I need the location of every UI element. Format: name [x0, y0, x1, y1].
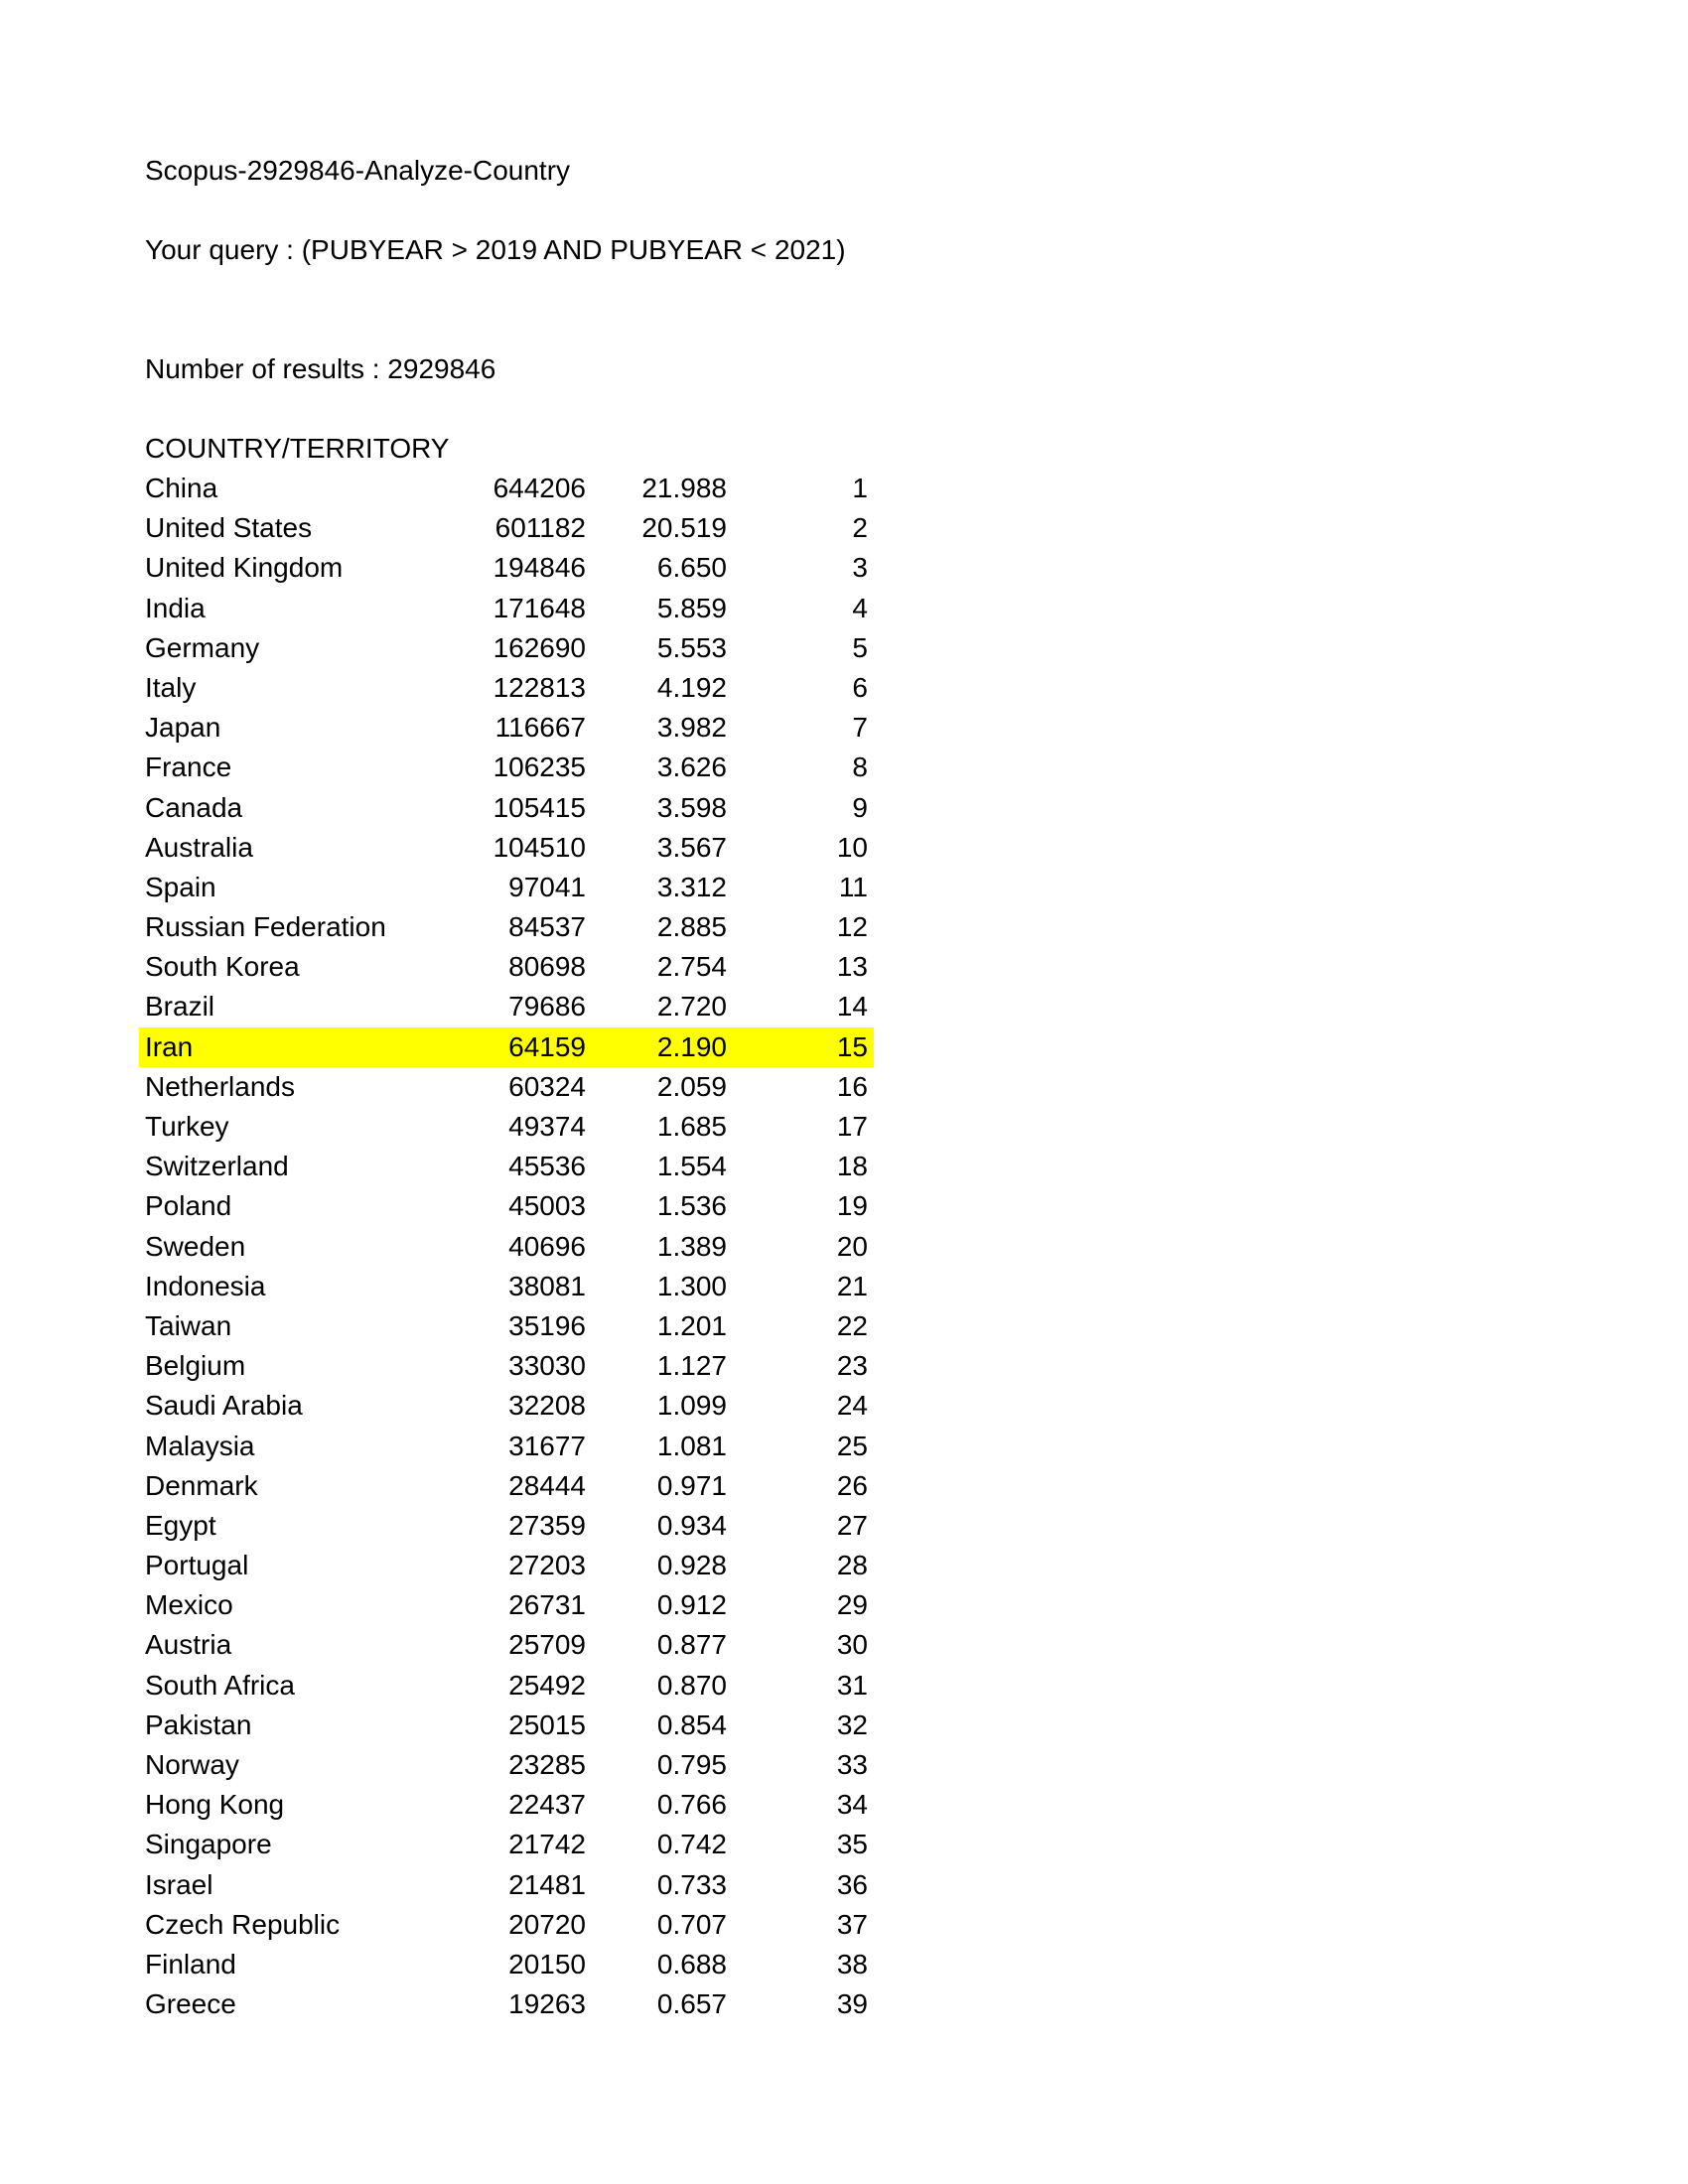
percent-cell: 0.795: [656, 1749, 727, 1780]
percent-cell: 0.912: [656, 1589, 727, 1621]
country-cell: Canada: [145, 791, 243, 823]
country-cell: Switzerland: [145, 1151, 289, 1182]
count-cell: 194846: [492, 552, 586, 584]
count-cell: 22437: [508, 1789, 586, 1821]
country-cell: Singapore: [145, 1829, 272, 1860]
table-row: [139, 1865, 874, 1905]
country-cell: Spain: [145, 871, 216, 902]
rank-cell: 22: [836, 1309, 868, 1341]
table-row: [139, 1625, 874, 1665]
rank-cell: 4: [852, 592, 868, 623]
rank-cell: 30: [836, 1629, 868, 1661]
table-row: [139, 1546, 874, 1585]
rank-cell: 33: [836, 1749, 868, 1780]
rank-cell: 3: [852, 552, 868, 584]
table-row: [139, 1107, 874, 1147]
table-row: [139, 469, 874, 508]
table-row: [139, 1147, 874, 1186]
percent-cell: 5.859: [656, 592, 727, 623]
percent-cell: 0.766: [656, 1789, 727, 1821]
rank-cell: 13: [836, 951, 868, 983]
country-cell: South Africa: [145, 1669, 295, 1701]
percent-cell: 1.081: [656, 1430, 727, 1461]
percent-cell: 3.982: [656, 712, 727, 744]
percent-cell: 2.885: [656, 911, 727, 943]
table-row: [139, 548, 874, 588]
rank-cell: 29: [836, 1589, 868, 1621]
table-row: [139, 1427, 874, 1466]
percent-cell: 1.201: [656, 1309, 727, 1341]
percent-cell: 1.685: [656, 1111, 727, 1142]
table-row: [139, 1186, 874, 1226]
percent-cell: 1.389: [656, 1230, 727, 1262]
rank-cell: 39: [836, 1988, 868, 2020]
count-cell: 644206: [492, 473, 586, 503]
count-cell: 122813: [492, 671, 586, 703]
country-cell: Japan: [145, 712, 221, 744]
percent-cell: 3.312: [656, 871, 727, 902]
country-cell: Saudi Arabia: [145, 1390, 303, 1422]
count-cell: 84537: [508, 911, 586, 943]
country-cell: United Kingdom: [145, 552, 344, 584]
rank-cell: 12: [836, 911, 868, 943]
country-cell: Portugal: [145, 1550, 249, 1581]
country-cell: Belgium: [145, 1350, 246, 1382]
table-row: [139, 788, 874, 828]
rank-cell: 2: [852, 512, 868, 544]
document-title: Scopus-2929846-Analyze-Country: [145, 155, 571, 186]
table-row: [139, 1386, 874, 1426]
percent-cell: 1.127: [656, 1350, 727, 1382]
percent-cell: 20.519: [641, 512, 727, 544]
count-cell: 60324: [508, 1070, 586, 1102]
country-cell: South Korea: [145, 951, 300, 983]
count-cell: 20720: [508, 1908, 586, 1940]
table-row: [139, 1945, 874, 1984]
table-row: [139, 1785, 874, 1825]
country-cell: France: [145, 751, 232, 783]
rank-cell: 9: [852, 791, 868, 823]
percent-cell: 0.707: [656, 1908, 727, 1940]
count-cell: 97041: [508, 871, 586, 902]
count-cell: 19263: [508, 1988, 586, 2020]
percent-cell: 0.934: [656, 1509, 727, 1541]
country-cell: Israel: [145, 1868, 213, 1900]
rank-cell: 34: [836, 1789, 868, 1821]
count-cell: 171648: [492, 592, 586, 623]
count-cell: 25015: [508, 1708, 586, 1740]
table-row: [139, 1267, 874, 1306]
count-cell: 80698: [508, 951, 586, 983]
rank-cell: 31: [836, 1669, 868, 1701]
percent-cell: 1.554: [656, 1151, 727, 1182]
count-cell: 21481: [508, 1868, 586, 1900]
rank-cell: 7: [852, 712, 868, 744]
count-cell: 21742: [508, 1829, 586, 1860]
rank-cell: 25: [836, 1430, 868, 1461]
rank-cell: 24: [836, 1390, 868, 1422]
count-cell: 25709: [508, 1629, 586, 1661]
country-cell: China: [145, 473, 218, 503]
count-cell: 79686: [508, 991, 586, 1023]
count-cell: 40696: [508, 1230, 586, 1262]
rank-cell: 28: [836, 1550, 868, 1581]
count-cell: 28444: [508, 1469, 586, 1501]
country-cell: Finland: [145, 1948, 236, 1979]
count-cell: 49374: [508, 1111, 586, 1142]
country-cell: Pakistan: [145, 1708, 252, 1740]
query-text: Your query : (PUBYEAR > 2019 AND PUBYEAR < 2021): [145, 234, 846, 265]
rank-cell: 6: [852, 671, 868, 703]
country-cell: Netherlands: [145, 1070, 295, 1102]
country-cell: Turkey: [145, 1111, 229, 1142]
rank-cell: 23: [836, 1350, 868, 1382]
rank-cell: 14: [836, 991, 868, 1023]
percent-cell: 0.870: [656, 1669, 727, 1701]
rank-cell: 20: [836, 1230, 868, 1262]
count-cell: 106235: [492, 751, 586, 783]
country-cell: Czech Republic: [145, 1908, 341, 1940]
table-row: [139, 868, 874, 907]
count-cell: 116667: [494, 712, 586, 744]
table-row: [139, 907, 874, 947]
country-cell: Taiwan: [145, 1309, 232, 1341]
count-cell: 25492: [508, 1669, 586, 1701]
rank-cell: 1: [852, 473, 868, 503]
percent-cell: 3.598: [656, 791, 727, 823]
country-cell: Indonesia: [145, 1270, 266, 1301]
count-cell: 26731: [508, 1589, 586, 1621]
country-cell: Australia: [145, 831, 253, 863]
table-row: [139, 1706, 874, 1745]
table-row: [139, 508, 874, 548]
percent-cell: 1.536: [656, 1190, 727, 1222]
table-row: [139, 748, 874, 787]
percent-cell: 0.877: [656, 1629, 727, 1661]
rank-cell: 17: [836, 1111, 868, 1142]
percent-cell: 0.657: [656, 1988, 727, 2020]
country-cell: Egypt: [145, 1509, 216, 1541]
table-row: [139, 708, 874, 748]
count-cell: 33030: [508, 1350, 586, 1382]
percent-cell: 3.567: [656, 831, 727, 863]
percent-cell: 0.688: [656, 1948, 727, 1979]
percent-cell: 21.988: [641, 473, 727, 503]
percent-cell: 0.733: [656, 1868, 727, 1900]
percent-cell: 2.754: [656, 951, 727, 983]
country-cell: Iran: [145, 1030, 194, 1062]
country-cell: Russian Federation: [145, 911, 386, 943]
percent-cell: 6.650: [656, 552, 727, 584]
table-row: [139, 1905, 874, 1945]
percent-cell: 4.192: [656, 671, 727, 703]
table-row: [139, 1745, 874, 1785]
column-header: COUNTRY/TERRITORY: [145, 433, 450, 464]
table-row: [139, 1346, 874, 1386]
count-cell: 64159: [508, 1030, 586, 1062]
percent-cell: 1.099: [656, 1390, 727, 1422]
rank-cell: 16: [836, 1070, 868, 1102]
country-cell: Mexico: [145, 1589, 233, 1621]
table-row: [139, 987, 874, 1026]
rank-cell: 32: [836, 1708, 868, 1740]
count-cell: 27203: [508, 1550, 586, 1581]
table-row: [139, 1466, 874, 1506]
count-cell: 32208: [508, 1390, 586, 1422]
country-cell: Norway: [145, 1749, 239, 1780]
table-row: [139, 947, 874, 987]
count-cell: 23285: [508, 1749, 586, 1780]
percent-cell: 2.059: [656, 1070, 727, 1102]
count-cell: 45536: [508, 1151, 586, 1182]
table-row-highlighted: [139, 1027, 874, 1067]
country-cell: Austria: [145, 1629, 232, 1661]
country-cell: United States: [145, 512, 313, 544]
table-row: [139, 1067, 874, 1107]
results-count-text: Number of results : 2929846: [145, 353, 496, 384]
count-cell: 27359: [508, 1509, 586, 1541]
table-row: [139, 1585, 874, 1625]
table-row: [139, 628, 874, 668]
country-cell: Italy: [145, 671, 197, 703]
table-row: [139, 1825, 874, 1864]
count-cell: 31677: [508, 1430, 586, 1461]
count-cell: 38081: [508, 1270, 586, 1301]
rank-cell: 5: [852, 631, 868, 663]
rank-cell: 26: [836, 1469, 868, 1501]
table-row: [139, 1506, 874, 1546]
count-cell: 104510: [492, 831, 586, 863]
country-cell: Hong Kong: [145, 1789, 285, 1821]
rank-cell: 37: [836, 1908, 868, 1940]
table-row: [139, 1666, 874, 1706]
rank-cell: 21: [836, 1270, 868, 1301]
count-cell: 162690: [492, 631, 586, 663]
rank-cell: 10: [836, 831, 868, 863]
country-cell: Poland: [145, 1190, 232, 1222]
country-cell: Sweden: [145, 1230, 246, 1262]
table-row: [139, 1227, 874, 1267]
country-cell: Denmark: [145, 1469, 258, 1501]
count-cell: 45003: [508, 1190, 586, 1222]
table-row: [139, 668, 874, 708]
table-row: [139, 1306, 874, 1346]
count-cell: 20150: [508, 1948, 586, 1979]
percent-cell: 0.928: [656, 1550, 727, 1581]
rank-cell: 8: [852, 751, 868, 783]
rank-cell: 35: [836, 1829, 868, 1860]
country-cell: India: [145, 592, 206, 623]
percent-cell: 2.190: [656, 1030, 727, 1062]
count-cell: 105415: [492, 791, 586, 823]
rank-cell: 11: [838, 871, 868, 902]
rank-cell: 27: [836, 1509, 868, 1541]
rank-cell: 15: [836, 1030, 868, 1062]
country-cell: Germany: [145, 631, 260, 663]
percent-cell: 1.300: [656, 1270, 727, 1301]
rank-cell: 18: [836, 1151, 868, 1182]
rank-cell: 38: [836, 1948, 868, 1979]
rank-cell: 36: [836, 1868, 868, 1900]
count-cell: 35196: [508, 1309, 586, 1341]
percent-cell: 2.720: [656, 991, 727, 1023]
table-row: [139, 589, 874, 628]
table-row: [139, 1984, 874, 2024]
percent-cell: 3.626: [656, 751, 727, 783]
country-cell: Brazil: [145, 991, 215, 1023]
percent-cell: 5.553: [656, 631, 727, 663]
country-cell: Greece: [145, 1988, 236, 2020]
country-table: [139, 469, 874, 2024]
percent-cell: 0.971: [656, 1469, 727, 1501]
table-row: [139, 828, 874, 868]
rank-cell: 19: [836, 1190, 868, 1222]
percent-cell: 0.854: [656, 1708, 727, 1740]
count-cell: 601182: [494, 512, 586, 544]
country-cell: Malaysia: [145, 1430, 255, 1461]
percent-cell: 0.742: [656, 1829, 727, 1860]
